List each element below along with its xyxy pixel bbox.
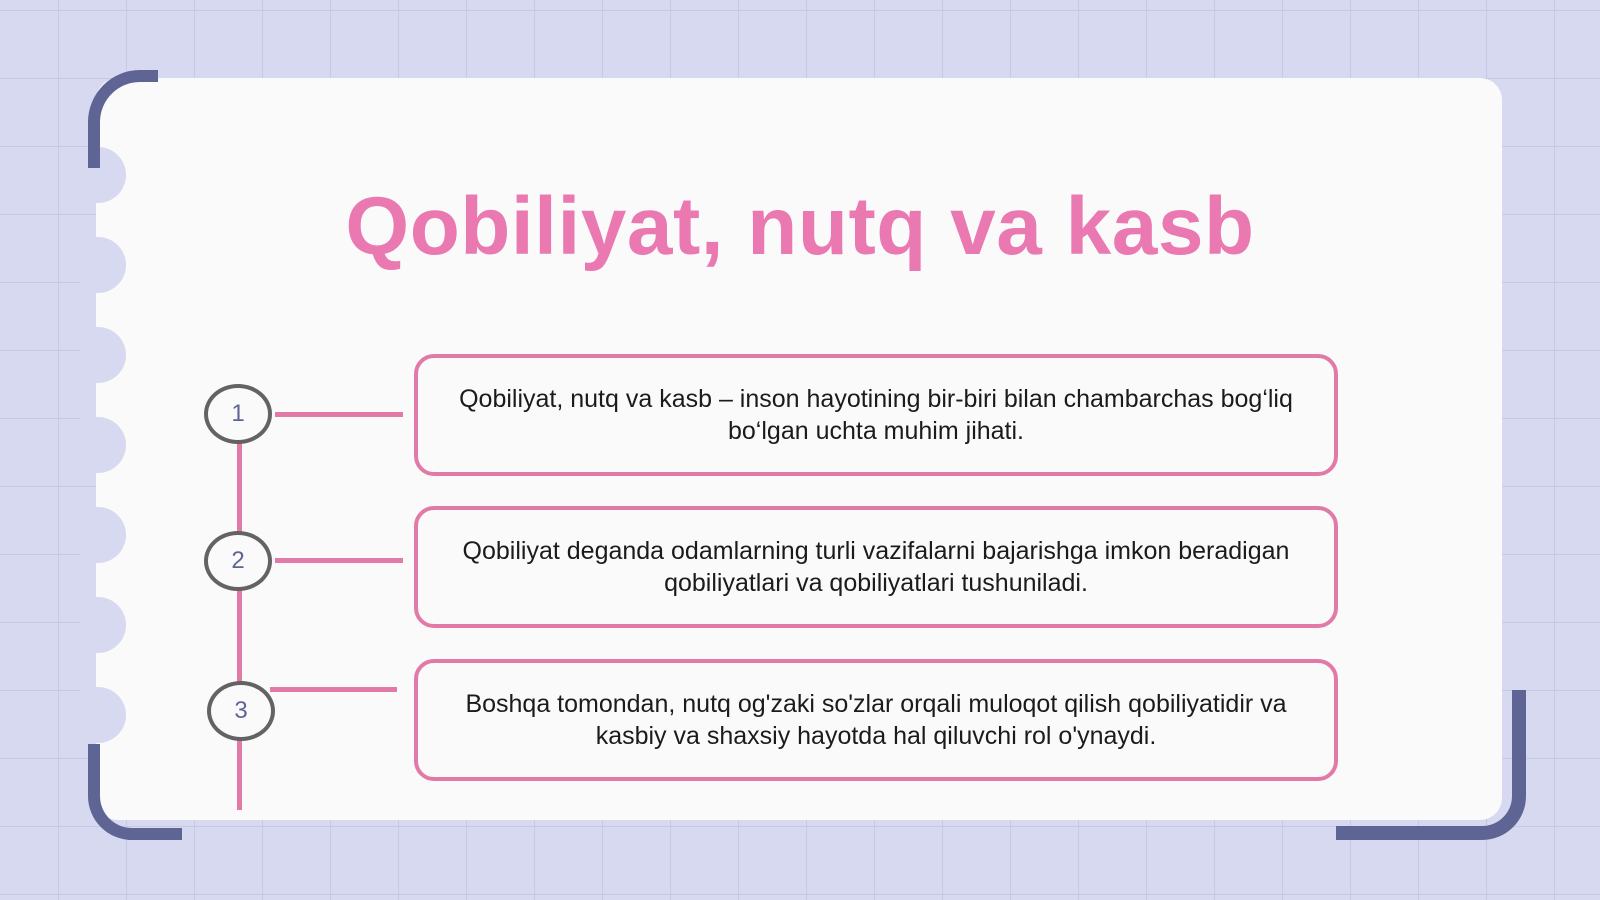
step-number-3 [207,681,275,741]
step-number-label: 3 [234,697,248,724]
step-number-label: 2 [231,547,245,574]
slide-title: Qobiliyat, nutq va kasb [345,181,1255,272]
step-number-label: 1 [231,400,245,427]
text-box-2 [414,506,1338,628]
text-box-3 [414,659,1338,781]
frame-corner-top-left [88,70,158,168]
timeline-connector [270,687,397,692]
timeline-line [237,440,242,810]
text-box-content: Qobiliyat, nutq va kasb – inson hayotining bir-biri bilan chambarchas bog‘liq bo‘lgan uchta muhim jihati. [459,385,1293,445]
text-box-content: Boshqa tomondan, nutq og'zaki so'zlar orqali muloqot qilish qobiliyatidir va kasbiy va shaxsiy hayotda hal qiluvchi rol o'ynaydi. [465,690,1287,750]
step-number-2 [204,531,272,591]
text-box-content: Qobiliyat deganda odamlarning turli vazifalarni bajarishga imkon beradigan qobiliyatlari va qobiliyatlari tushuniladi. [462,537,1290,597]
timeline-connector [275,412,403,417]
frame-corner-bottom-right [1336,690,1526,840]
timeline-connector [275,558,403,563]
frame-corner-bottom-left [88,744,182,840]
step-number-1 [204,384,272,444]
text-box-1 [414,354,1338,476]
